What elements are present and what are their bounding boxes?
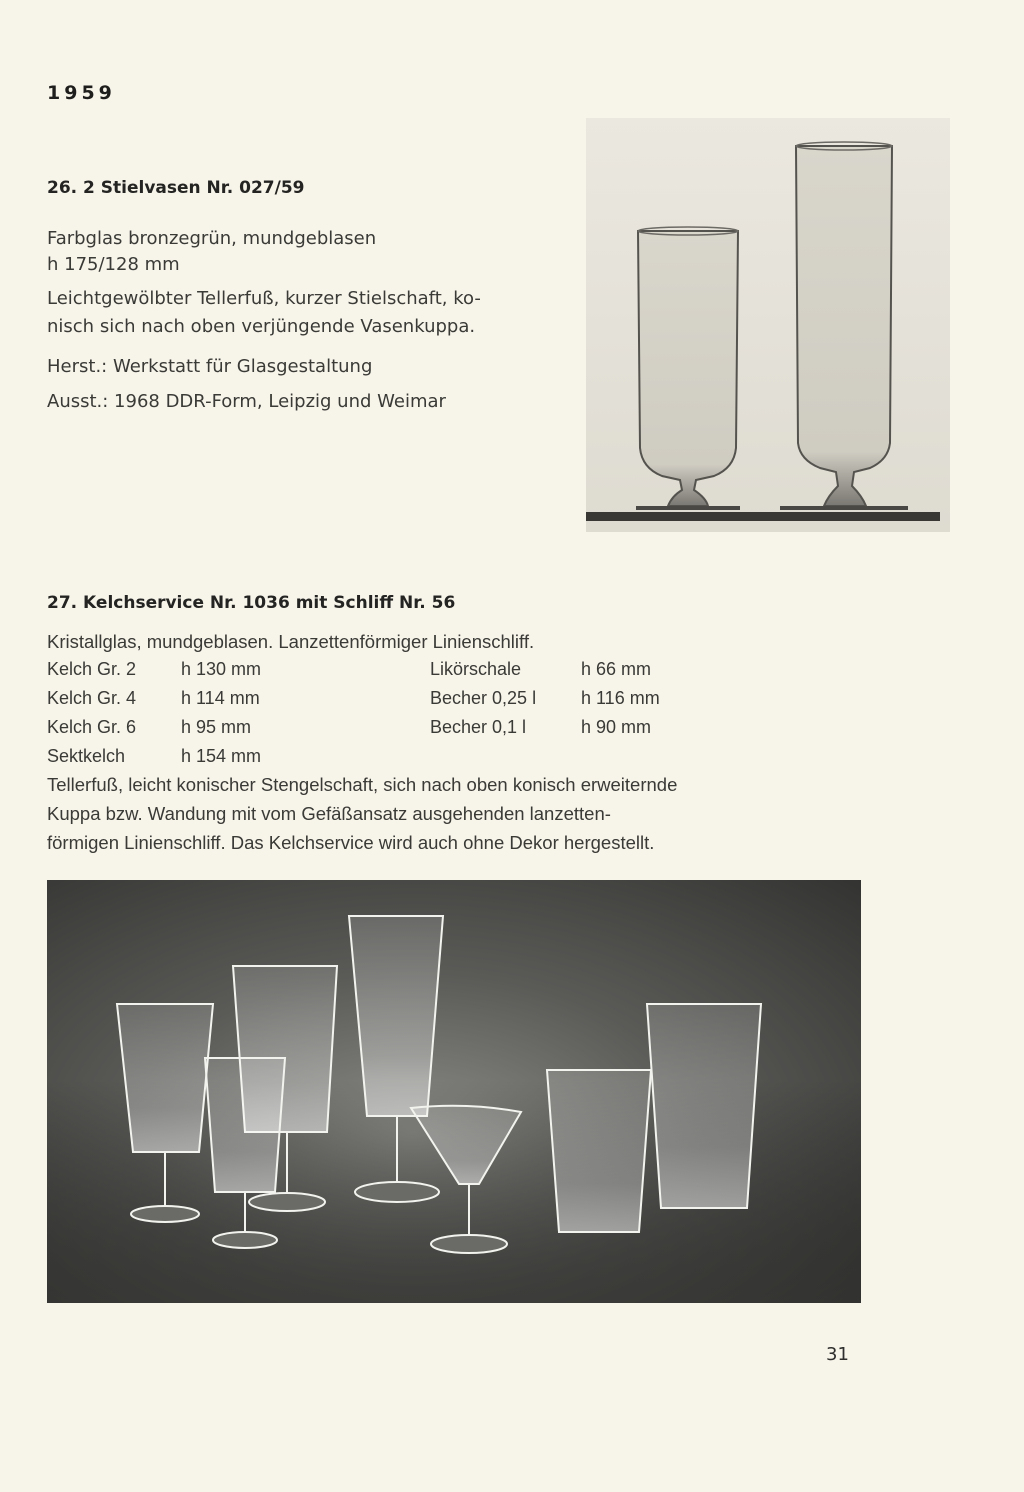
entry-26-material: Farbglas bronzegrün, mundgeblasen	[47, 228, 377, 249]
page-year: 1959	[47, 82, 116, 104]
item-height: h 130 mm	[181, 659, 262, 679]
glass-becher-0-25	[647, 1004, 761, 1208]
page-number: 31	[826, 1344, 849, 1365]
item-height: h 154 mm	[181, 746, 262, 766]
entry-27-description-line: Tellerfuß, leicht konischer Stengelschaft, sich nach oben konisch erweiternde	[47, 774, 678, 795]
small-vase	[638, 231, 738, 506]
glass-set-illustration	[47, 880, 861, 1303]
entry-27-heading: 27. Kelchservice Nr. 1036 mit Schliff Nr. 56	[47, 593, 456, 613]
item-name: Kelch Gr. 2	[47, 659, 137, 679]
item-name: Becher 0,25 l	[430, 688, 537, 708]
tall-vase-foot	[780, 506, 908, 510]
tall-vase	[796, 146, 892, 506]
item-row	[47, 746, 747, 770]
item-height: h 114 mm	[181, 688, 260, 708]
item-height: h 90 mm	[581, 717, 652, 737]
item-row	[47, 717, 747, 741]
entry-26-exhibition: Ausst.: 1968 DDR-Form, Leipzig und Weimar	[47, 391, 446, 412]
display-base	[586, 512, 940, 521]
item-name: Becher 0,1 l	[430, 717, 527, 737]
entry-26-description-line: nisch sich nach oben verjüngende Vasenkuppa.	[47, 316, 476, 337]
item-row	[47, 659, 747, 683]
small-vase-foot	[636, 506, 740, 510]
vases-illustration	[586, 118, 950, 532]
entry-27-photo	[47, 880, 861, 1303]
item-height: h 116 mm	[581, 688, 660, 708]
entry-27-description-line: Kuppa bzw. Wandung mit vom Gefäßansatz ausgehenden lanzetten-	[47, 803, 611, 824]
item-height: h 66 mm	[581, 659, 652, 679]
entry-26-manufacturer: Herst.: Werkstatt für Glasgestaltung	[47, 356, 373, 377]
item-height: h 95 mm	[181, 717, 252, 737]
item-name: Likörschale	[430, 659, 522, 679]
item-name: Sektkelch	[47, 746, 126, 766]
entry-26-description-line: Leichtgewölbter Tellerfuß, kurzer Stielschaft, ko-	[47, 288, 481, 309]
entry-27-material: Kristallglas, mundgeblasen. Lanzettenförmiger Linienschliff.	[47, 631, 535, 652]
item-name: Kelch Gr. 4	[47, 688, 137, 708]
item-name: Kelch Gr. 6	[47, 717, 137, 737]
glass-becher-0-1	[547, 1070, 651, 1232]
entry-26-heading: 26. 2 Stielvasen Nr. 027/59	[47, 178, 305, 198]
entry-26-photo	[586, 118, 950, 532]
item-row	[47, 688, 747, 712]
entry-27-description-line: förmigen Linienschliff. Das Kelchservice wird auch ohne Dekor hergestellt.	[47, 832, 655, 853]
entry-26-height: h 175/128 mm	[47, 254, 180, 275]
